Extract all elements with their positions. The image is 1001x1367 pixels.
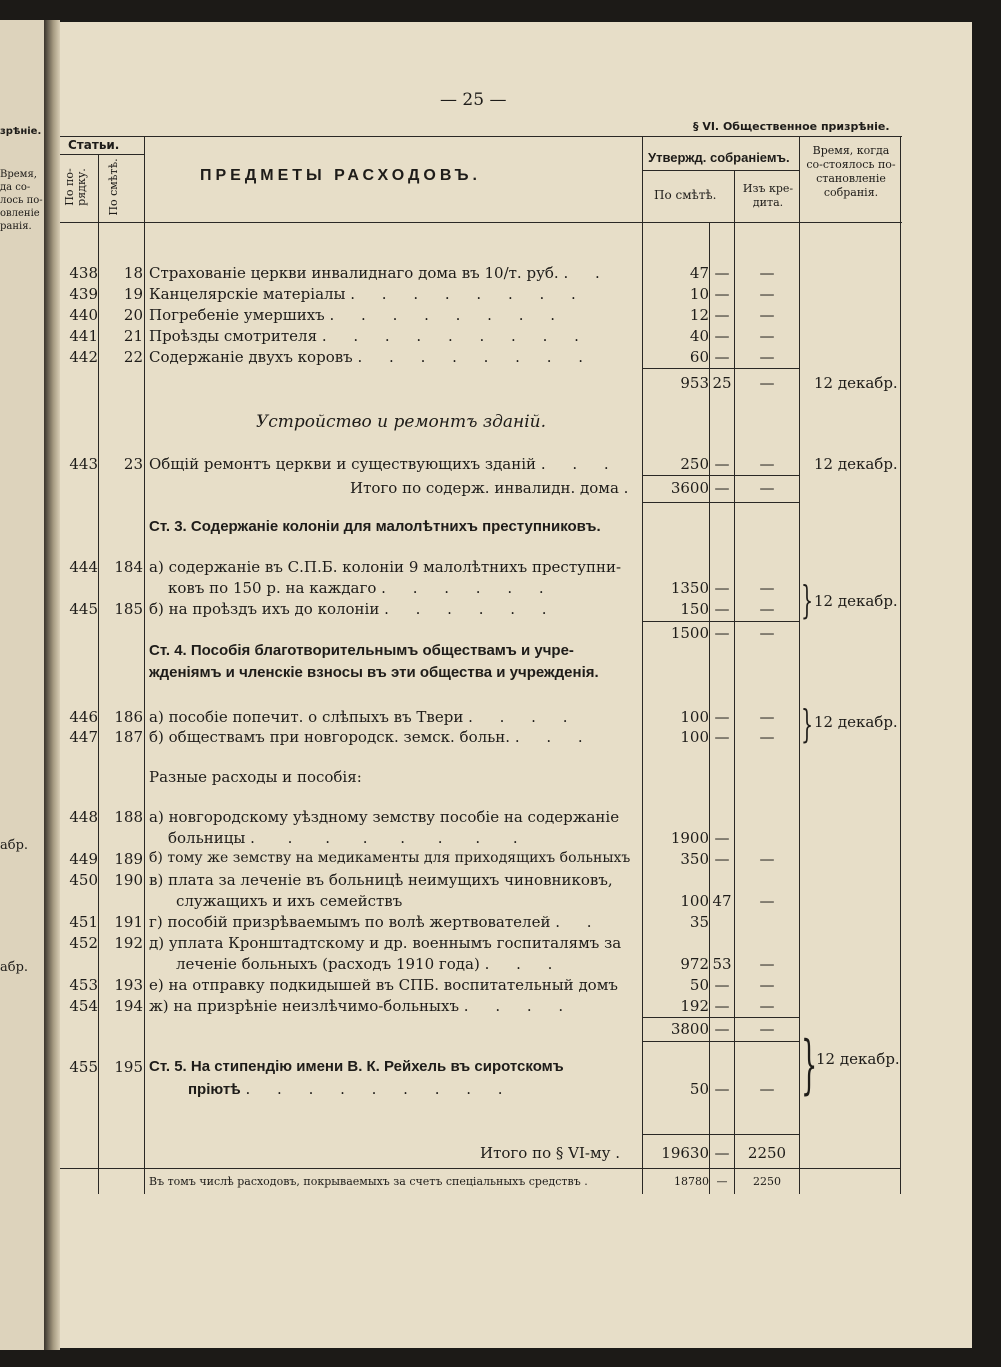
table-row: 448 188 а) новгородскому уѣздному земству пособiе на содержанiе bbox=[69, 808, 620, 826]
header-by-order: По по-рядку. bbox=[63, 168, 88, 206]
brace: } bbox=[801, 1028, 818, 1102]
special-funds-row: Въ томъ числѣ расходовъ, покрываемыхъ за счетъ спецiальныхъ средствъ . 18780 — 2250 bbox=[149, 1175, 781, 1188]
adjacent-page-column-header: Время, да со- лось по- овленiе ранiя. bbox=[0, 169, 43, 232]
total-rule bbox=[642, 502, 800, 503]
subtotal-row: 3800 — — bbox=[670, 1020, 775, 1038]
total-row: Итого по содерж. инвалидн. дома . 3600 — — bbox=[350, 479, 775, 497]
header-per-estimate: По смѣтѣ. bbox=[654, 188, 717, 202]
table-row: 453 193 е) на отправку подкидышей въ СПБ. воспитательный домъ 50 — — bbox=[69, 976, 775, 994]
section-subheading: Разные расходы и пособiя: bbox=[149, 768, 362, 786]
subtotal-rule bbox=[642, 1017, 800, 1018]
total-row: Итого по § VI-му . 19630 — 2250 bbox=[480, 1144, 787, 1162]
header-by-estimate: По смѣтѣ. bbox=[107, 158, 120, 216]
table-row-continuation: служащихъ и ихъ семействъ 100 47 — bbox=[176, 892, 775, 910]
table-row: 440 20 Погребенiе умершихъ . . . . . . . . 12 — — bbox=[69, 306, 775, 324]
table-row: 454 194 ж) на призрѣнiе неизлѣчимо-больныхъ . . . . 192 — — bbox=[69, 997, 775, 1015]
table-row: 447 187 б) обществамъ при новгородск. земск. больн. . . . 100 — — bbox=[69, 728, 775, 746]
table-row: 446 186 а) пособiе попечит. о слѣпыхъ въ Твери . . . . 100 — — bbox=[69, 708, 775, 726]
table-row: 445 185 б) на проѣздъ ихъ до колонiи . . . . . . 150 — — bbox=[69, 600, 775, 618]
page-number: — 25 — bbox=[440, 90, 507, 110]
adjacent-page-title: зрѣнiе. bbox=[0, 126, 42, 137]
table-row-continuation: ковъ по 150 р. на каждаго . . . . . . 1350 — — bbox=[168, 579, 775, 597]
total-rule bbox=[642, 1134, 800, 1135]
table-row: 450 190 в) плата за леченiе въ больницѣ неимущихъ чиновниковъ, bbox=[69, 871, 613, 889]
approved-rule bbox=[642, 170, 800, 171]
adjacent-page-mark: абр. bbox=[0, 838, 29, 853]
table-row: 451 191 г) пособiй призрѣваемымъ по волѣ жертвователей . . 35 bbox=[69, 913, 709, 931]
table-row: 443 23 Общiй ремонтъ церкви и существующихъ зданiй . . . 250 — — 12 декабр. bbox=[69, 455, 898, 473]
table-row: 439 19 Канцелярскiе матерiалы . . . . . . . . 10 — — bbox=[69, 285, 775, 303]
table-row-continuation: больницы . . . . . . . . 1900 — bbox=[168, 829, 730, 847]
subtotal-row: 1500 — — bbox=[670, 624, 775, 642]
subtotal-rule bbox=[642, 368, 800, 369]
table-top-rule bbox=[60, 136, 902, 137]
total-rule bbox=[642, 475, 800, 476]
subtotal-rule bbox=[642, 621, 800, 622]
table-row: 449 189 б) тому же земству на медикаменты для приходящихъ больныхъ 350 — — bbox=[69, 850, 775, 868]
table-row: 441 21 Проѣзды смотрителя . . . . . . . . . 40 — — bbox=[69, 327, 775, 345]
adjacent-page-mark: абр. bbox=[0, 960, 29, 975]
article-heading: Ст. 4. Пособiя благотворительнымъ обществамъ и учре- bbox=[149, 642, 574, 659]
table-row: 442 22 Содержанiе двухъ коровъ . . . . . . . . 60 — — bbox=[69, 348, 775, 366]
articles-rule bbox=[60, 154, 144, 155]
table-row: 455 195 Ст. 5. На стипендiю имени В. К. Рейхель въ сиротскомъ bbox=[69, 1058, 564, 1076]
time-cell: 12 декабр. bbox=[816, 1050, 900, 1068]
table-row-continuation: прiютѣ . . . . . . . . . 50 — — bbox=[188, 1080, 775, 1098]
subtotal-rule bbox=[642, 1041, 800, 1042]
header-approved: Утвержд. собранiемъ. bbox=[648, 150, 790, 165]
section-title: § VI. Общественное призрѣнiе. bbox=[693, 120, 890, 133]
header-articles: Статьи. bbox=[68, 138, 120, 152]
brace: } bbox=[801, 702, 814, 746]
table-row: 438 18 Страхованiе церкви инвалиднаго дома въ 10/т. руб. . . 47 — — bbox=[69, 264, 775, 282]
article-heading: Ст. 3. Содержанiе колонiи для малолѣтнихъ преступниковъ. bbox=[149, 518, 601, 535]
book-gutter bbox=[44, 20, 60, 1350]
subtotal-row: 953 25 — 12 декабр. bbox=[680, 374, 898, 392]
document-page bbox=[60, 22, 972, 1348]
table-row: 444 184 а) содержанiе въ С.П.Б. колонiи 9 малолѣтнихъ преступни- bbox=[69, 558, 622, 576]
time-cell: 12 декабр. bbox=[814, 592, 898, 610]
header-time: Время, когда со-стоялось по-становленiе собранiя. bbox=[806, 144, 896, 199]
table-row-continuation: леченiе больныхъ (расходъ 1910 года) . . . 972 53 — bbox=[176, 955, 775, 973]
brace: } bbox=[801, 578, 814, 622]
article-heading: жденiямъ и членскiе взносы въ эти общества и учрежденiя. bbox=[149, 664, 599, 681]
header-bottom-rule bbox=[60, 222, 902, 223]
total-rule bbox=[60, 1168, 900, 1169]
time-cell: 12 декабр. bbox=[814, 713, 898, 731]
table-row: 452 192 д) уплата Кронштадтскому и др. военнымъ госпиталямъ за bbox=[69, 934, 622, 952]
header-subjects: ПРЕДМЕТЫ РАСХОДОВЪ. bbox=[200, 167, 481, 184]
adjacent-page-edge bbox=[0, 20, 44, 1350]
header-from-credit: Изъ кре-дита. bbox=[742, 182, 794, 209]
section-subheading: Устройство и ремонтъ зданiй. bbox=[256, 412, 547, 432]
